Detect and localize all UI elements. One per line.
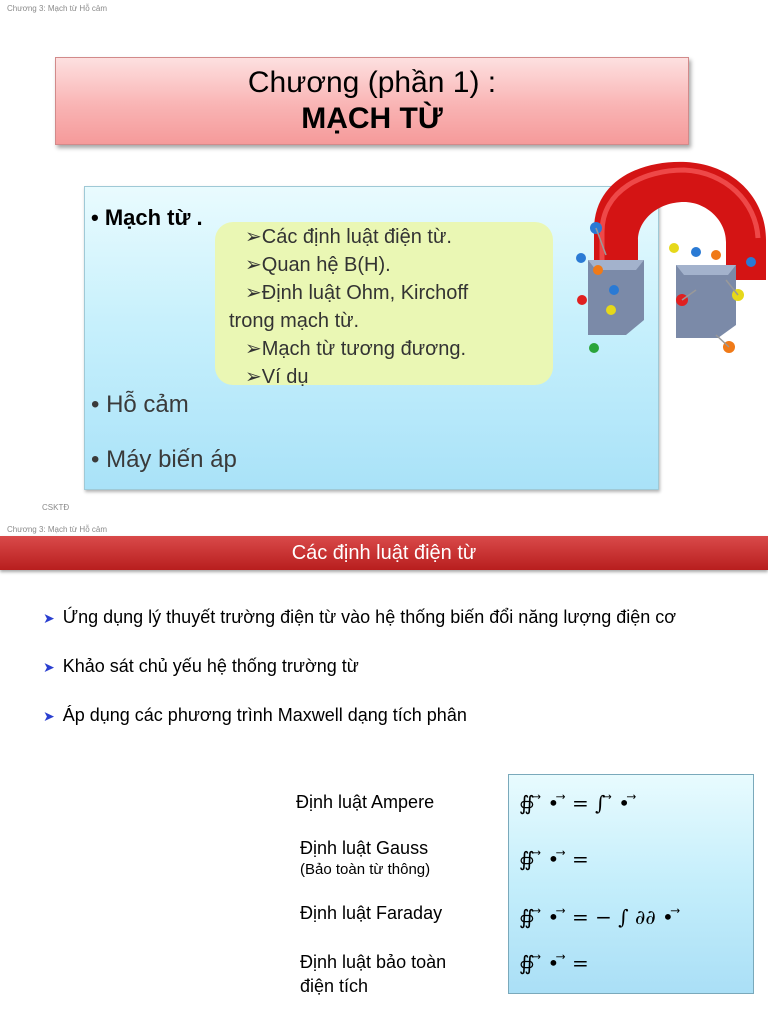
- equation-conservation: ∯ ⃗ • ⃗ =: [519, 951, 589, 975]
- slide1-title-line1: Chương (phần 1) :: [247, 66, 497, 99]
- law-conservation-sub: điện tích: [300, 976, 369, 996]
- list-item-text: Áp dụng các phương trình Maxwell dạng tích phân: [62, 705, 467, 725]
- arrow-bullet-icon: ➤: [43, 610, 55, 626]
- arrow-bullet-icon: ➤: [43, 659, 55, 675]
- law-faraday-label: Định luật Faraday: [300, 903, 443, 923]
- bullet-may-bien-ap: • Máy biến áp: [91, 446, 237, 473]
- law-conservation-label: Định luật bảo toàn: [300, 952, 447, 972]
- slide2-banner-title: Các định luật điện từ: [0, 536, 768, 570]
- sublist-item: ➢Các định luật điện từ.: [245, 226, 452, 248]
- horseshoe-magnet-icon: [566, 160, 768, 360]
- sublist-box: [215, 222, 553, 388]
- list-item-text: Khảo sát chủ yếu hệ thống trường từ: [62, 656, 359, 676]
- slide1-header: Chương 3: Mạch từ Hỗ cảm: [7, 4, 107, 13]
- equation-gauss: ∯ ⃗ • ⃗ =: [519, 847, 589, 871]
- arrow-bullet-icon: ➤: [43, 708, 55, 724]
- slide1-title-line2: MẠCH TỪ: [301, 102, 443, 135]
- list-item-text: Ứng dụng lý thuyết trường điện từ vào hệ thống biến đổi năng lượng điện cơ: [62, 607, 677, 627]
- law-gauss-label: Định luật Gauss: [300, 838, 429, 858]
- equations-box: [508, 774, 754, 994]
- sublist-item: ➢Quan hệ B(H).: [245, 254, 391, 276]
- slide1-footer: CSKTĐ: [42, 503, 70, 512]
- sublist-item-cont: trong mạch từ.: [229, 310, 360, 332]
- bullet-ho-cam: • Hỗ cảm: [91, 391, 189, 418]
- equation-faraday: ∯ ⃗ • ⃗ = − ∫ ∂∂ • ⃗: [519, 905, 681, 929]
- equation-ampere: ∯ ⃗ • ⃗ = ∫ ⃗ • ⃗: [519, 791, 637, 815]
- law-ampere-label: Định luật Ampere: [296, 792, 435, 812]
- law-gauss-sub: (Bảo toàn từ thông): [300, 861, 431, 878]
- list-item: [43, 705, 467, 726]
- sublist-item: ➢Mạch từ tương đương.: [245, 338, 467, 360]
- slide1-title-box: [55, 57, 689, 145]
- sublist-item: ➢Ví dụ: [245, 366, 309, 388]
- main-bullet: • Mạch từ .: [91, 205, 203, 230]
- list-item: [43, 607, 676, 628]
- list-item: [43, 656, 359, 677]
- sublist-item: ➢Định luật Ohm, Kirchoff: [245, 282, 469, 304]
- slide2-header: Chương 3: Mạch từ Hỗ cảm: [7, 525, 107, 534]
